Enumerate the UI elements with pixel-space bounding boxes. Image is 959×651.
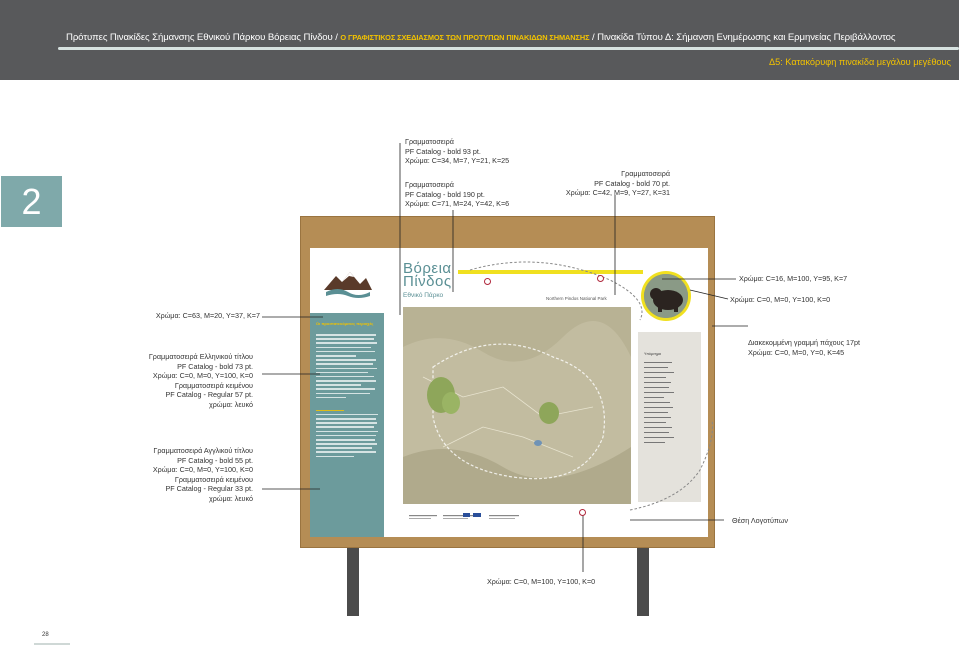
page-number: 28 (42, 632, 49, 638)
annotation-line: Γραμματοσειρά (621, 169, 670, 178)
annotation-line: PF Catalog - bold 93 pt. (405, 146, 481, 156)
header-title-part1: Πρότυπες Πινακίδες Σήμανσης Εθνικού Πάρκου Βόρειας Πίνδου / (66, 32, 341, 43)
annotation-line: PF Catalog - Regular 33 pt. (165, 484, 253, 494)
annotation-line: Διακεκομμένη γραμμή πάχους 17pt (748, 338, 861, 347)
annotation-line: Γραμματοσειρά κειμένου (174, 474, 253, 484)
marker-dot (484, 278, 491, 285)
sign-english-name: Northern Pindos National Park (546, 296, 607, 301)
annotation-top-2 (405, 180, 509, 209)
annotation-line: Γραμματοσειρά κειμένου (174, 380, 253, 390)
annotation-line: PF Catalog - bold 70 pt. (594, 178, 670, 188)
annotation-line: Χρώμα: C=0, M=0, Y=100, K=0 (152, 465, 253, 475)
annotation-line: Χρώμα: C=71, M=24, Y=42, K=6 (405, 199, 510, 209)
header-title-highlight: Ο ΓΡΑΦΙΣΤΙΚΟΣ ΣΧΕΔΙΑΣΜΟΣ ΤΩΝ ΠΡΟΤΥΠΩΝ ΠΙΝΑΚΙΔΩΝ ΣΗΜΑΝΣΗΣ (340, 33, 590, 42)
map-legend-title: Υπόμνημα (644, 352, 661, 356)
sign-title-line1: Βόρεια (403, 260, 452, 277)
annotation-line: PF Catalog - bold 55 pt. (177, 455, 253, 465)
annotation-left-3 (100, 446, 253, 504)
annotation-line: Χρώμα: C=0, M=0, Y=0, K=45 (748, 347, 845, 357)
annotation-right-2: Χρώμα: C=0, M=0, Y=100, K=0 (730, 295, 831, 304)
sign-subtitle: Εθνικό Πάρκο (403, 292, 444, 299)
annotation-top-1 (405, 137, 509, 166)
annotation-line: Γραμματοσειρά (405, 137, 454, 146)
section-number: 2 (1, 176, 62, 227)
strip-title: Οι προστατευόμενες περιοχές (316, 321, 374, 326)
sign-title-line2: Πίνδος (403, 273, 452, 290)
marker-dot (579, 509, 586, 516)
annotation-line: Χρώμα: C=42, M=9, Y=27, K=31 (565, 188, 670, 198)
marker-dot (597, 275, 604, 282)
annotation-left-2 (100, 352, 253, 410)
annotation-left-1: Χρώμα: C=63, M=20, Y=37, K=7 (155, 311, 260, 320)
annotation-line: Γραμματοσειρά Αγγλικού τίτλου (153, 446, 253, 455)
annotation-line: χρώμα: λευκό (209, 399, 253, 409)
annotation-right-4: Θέση Λογοτύπων (732, 516, 788, 525)
annotation-line: Γραμματοσειρά Ελληνικού τίτλου (148, 352, 253, 361)
annotation-bottom: Χρώμα: C=0, M=100, Y=100, K=0 (487, 577, 596, 586)
annotation-line: PF Catalog - bold 73 pt. (177, 361, 253, 371)
annotation-line: Γραμματοσειρά (405, 180, 454, 189)
annotation-line: Χρώμα: C=34, M=7, Y=21, K=25 (405, 156, 510, 166)
footer-line (34, 643, 70, 645)
annotation-line: Χρώμα: C=0, M=0, Y=100, K=0 (152, 371, 253, 381)
annotation-right-1: Χρώμα: C=16, M=100, Y=95, K=7 (739, 274, 848, 283)
header-subtitle: Δ5: Κατακόρυφη πινακίδα μεγάλου μεγέθους (768, 57, 951, 67)
annotation-line: PF Catalog - Regular 57 pt. (165, 390, 253, 400)
header-title-part2: / Πινακίδα Τύπου Δ: Σήμανση Ενημέρωσης και Ερμηνείας Περιβάλλοντος (589, 32, 896, 43)
annotation-line: χρώμα: λευκό (209, 493, 253, 503)
annotation-right-3 (748, 338, 861, 357)
annotation-top-3 (540, 169, 670, 198)
annotation-line: PF Catalog - bold 190 pt. (405, 189, 485, 199)
